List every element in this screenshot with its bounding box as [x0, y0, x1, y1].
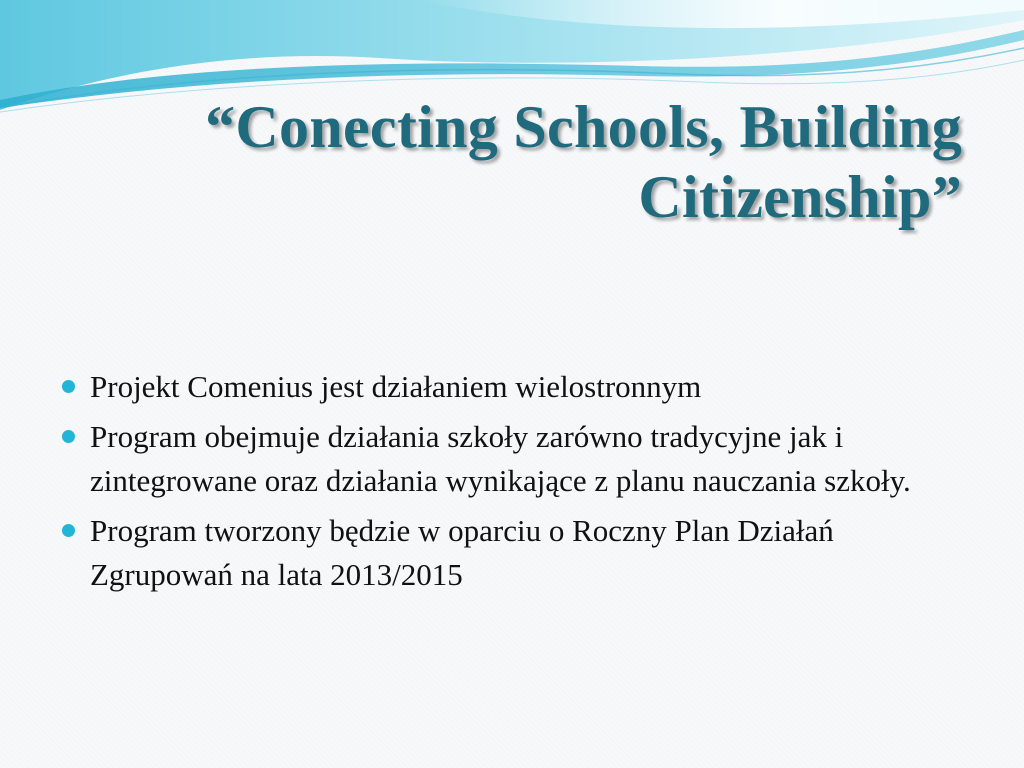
- bullet-item: [62, 415, 962, 503]
- bullet-dot-icon: [62, 430, 75, 443]
- bullet-text: Projekt Comenius jest działaniem wielostronnym: [90, 369, 702, 404]
- bullet-item: [62, 509, 962, 597]
- bullet-dot-icon: [62, 380, 75, 393]
- slide-title-line-2: Citizenship”: [638, 164, 962, 230]
- bullet-text: Program tworzony będzie w oparciu o Roczny Plan Działań Zgrupowań na lata 2013/2015: [90, 513, 834, 592]
- bullet-item: [62, 365, 962, 409]
- slide-title: [62, 92, 962, 232]
- slide-title-line-1: “Conecting Schools, Building: [205, 94, 962, 160]
- bullet-text: Program obejmuje działania szkoły zarówno tradycyjne jak i zintegrowane oraz działania wynikające z planu nauczania szkoły.: [90, 419, 911, 498]
- bullet-dot-icon: [62, 524, 75, 537]
- bullet-list: [62, 365, 962, 603]
